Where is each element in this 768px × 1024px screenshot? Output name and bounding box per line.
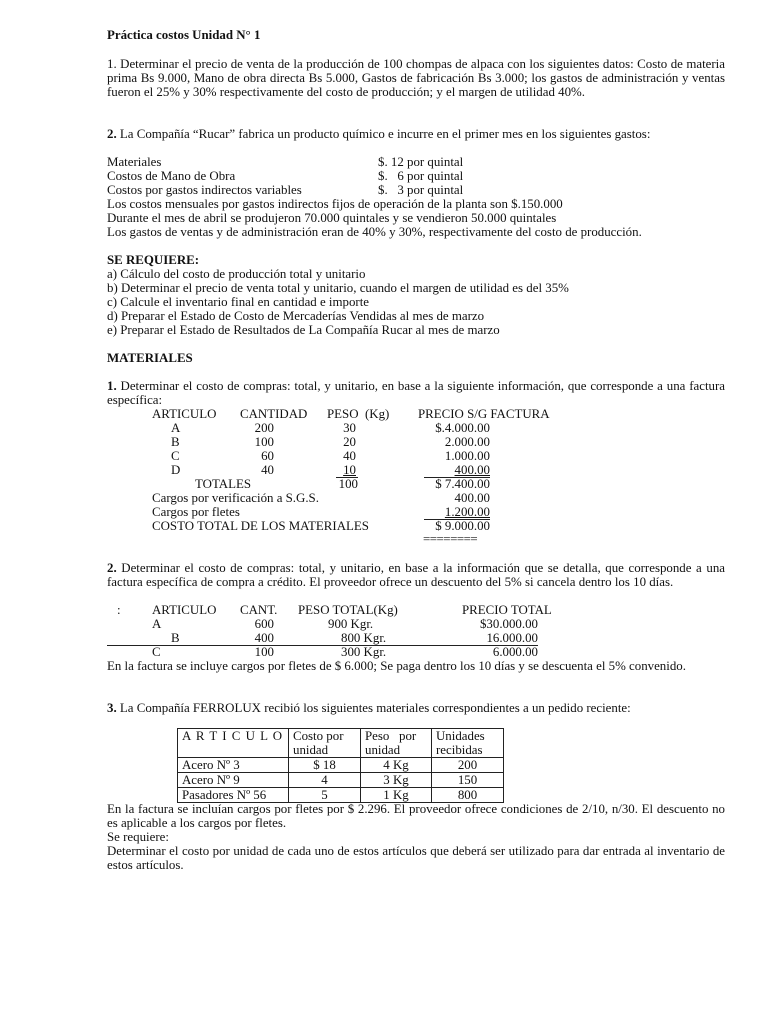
document-title: Práctica costos Unidad N° 1	[107, 28, 261, 42]
t3-cell-weight: 1 Kg	[361, 788, 432, 803]
t3-header-cost-line2: unidad	[293, 743, 329, 757]
m1-row-weight: 40	[343, 449, 356, 463]
table-row	[178, 758, 504, 773]
m1-row-price: 2.000.00	[444, 435, 490, 449]
m2-row-article: A	[152, 617, 162, 631]
m1-row-qty: 100	[254, 435, 274, 449]
m1-row-weight: 20	[343, 435, 356, 449]
m1-row-price: $.4.000.00	[435, 421, 490, 435]
t3-header-article	[178, 729, 289, 758]
t3-cell-cost: 5	[289, 788, 361, 803]
cost-value-indirect: $. 3 por quintal	[378, 183, 464, 197]
requirement-b: b) Determinar el precio de venta total y unitario, cuando el margen de utilidad es del 35%	[107, 281, 569, 295]
m2-row-weight: 300 Kgr.	[341, 645, 387, 659]
requirement-e: e) Preparar el Estado de Resultados de La Compañía Rucar al mes de marzo	[107, 323, 500, 337]
t3-header-units-line1: Unidades	[436, 729, 485, 743]
problem-2-april-production: Durante el mes de abril se produjeron 70.000 quintales y se vendieron 50.000 quintales	[107, 211, 557, 225]
m1-total-materials-value: $ 9.000.00	[435, 519, 490, 533]
cost-value-labor: $. 6 por quintal	[378, 169, 464, 183]
m1-row-article: B	[171, 435, 180, 449]
cost-label-materials: Materiales	[107, 155, 162, 169]
m1-totals-weight: 100	[338, 477, 358, 491]
t3-header-cost	[289, 729, 361, 758]
m2-header-weight: PESO TOTAL(Kg)	[298, 603, 398, 617]
t3-cell-cost: $ 18	[289, 758, 361, 773]
materials-3-requires-label: Se requiere:	[107, 830, 169, 844]
m1-row-weight: 30	[343, 421, 356, 435]
m2-row-qty: 400	[254, 631, 274, 645]
problem-2-intro-text: La Compañía “Rucar” fabrica un producto químico e incurre en el primer mes en los siguientes gastos:	[119, 127, 651, 141]
table-header-row	[178, 729, 504, 758]
m2-colon: :	[117, 603, 121, 617]
t3-header-weight-line1: Peso por	[365, 729, 417, 743]
m2-row-weight: 900 Kgr.	[328, 617, 374, 631]
m1-header-quantity: CANTIDAD	[240, 407, 308, 421]
ferrolux-table	[177, 728, 504, 803]
m1-row-price: 400.00	[454, 463, 490, 477]
materials-1-number: 1.	[107, 379, 117, 393]
requirement-a: a) Cálculo del costo de producción total y unitario	[107, 267, 366, 281]
t3-cell-weight: 3 Kg	[361, 773, 432, 788]
t3-cell-units: 200	[432, 758, 504, 773]
cost-label-indirect: Costos por gastos indirectos variables	[107, 183, 302, 197]
t3-cell-article: Pasadores Nº 56	[178, 788, 289, 803]
table-row	[178, 788, 504, 803]
t3-cell-weight: 4 Kg	[361, 758, 432, 773]
materials-1-statement: Determinar el costo de compras: total, y unitario, en base a la siguiente información, que corresponde a una factura específica:	[107, 379, 725, 407]
materials-3-statement: La Compañía FERROLUX recibió los siguientes materiales correspondientes a un pedido reciente:	[119, 701, 631, 715]
t3-header-weight	[361, 729, 432, 758]
m1-double-rule: ========	[423, 532, 478, 546]
m1-totals-price: $ 7.400.00	[435, 477, 490, 491]
m1-total-materials-label: COSTO TOTAL DE LOS MATERIALES	[152, 519, 369, 533]
materials-3-note: En la factura se incluían cargos por fletes por $ 2.296. El proveedor ofrece condiciones de 2/10, n/30. El descuento no es aplicable a los cargos por fletes.	[107, 802, 725, 830]
m2-header-article: ARTICULO	[152, 603, 217, 617]
table-row	[178, 773, 504, 788]
m1-charge-sgs-value: 400.00	[454, 491, 490, 505]
requirement-c: c) Calcule el inventario final en cantidad e importe	[107, 295, 369, 309]
materials-3-text	[107, 701, 725, 715]
materials-2-number: 2.	[107, 561, 117, 575]
cost-label-labor: Costos de Mano de Obra	[107, 169, 236, 183]
materials-1-text	[107, 379, 725, 407]
m2-row-article: B	[171, 631, 180, 645]
m1-row-weight: 10	[343, 463, 356, 477]
m1-row-qty: 60	[261, 449, 274, 463]
m1-row-qty: 200	[254, 421, 274, 435]
cost-value-materials: $. 12 por quintal	[378, 155, 464, 169]
materials-3-requirement: Determinar el costo por unidad de cada uno de estos artículos que deberá ser utilizado para dar entrada al inventario de estos artículos.	[107, 844, 725, 872]
m1-charge-sgs-label: Cargos por verificación a S.G.S.	[152, 491, 319, 505]
m2-header-qty: CANT.	[240, 603, 278, 617]
requirement-d: d) Preparar el Estado de Costo de Mercaderías Vendidas al mes de marzo	[107, 309, 485, 323]
t3-header-weight-line2: unidad	[365, 743, 401, 757]
m1-header-article: ARTICULO	[152, 407, 217, 421]
m2-row-weight: 800 Kgr.	[341, 631, 387, 645]
m2-row-price: 6.000.00	[492, 645, 538, 659]
m1-row-article: D	[171, 463, 181, 477]
m1-header-weight: PESO (Kg)	[327, 407, 390, 421]
t3-cell-article: Acero Nº 3	[178, 758, 289, 773]
m1-charge-freight-label: Cargos por fletes	[152, 505, 240, 519]
materials-2-text	[107, 561, 725, 589]
m1-header-price: PRECIO S/G FACTURA	[418, 407, 550, 421]
m2-header-price: PRECIO TOTAL	[462, 603, 552, 617]
materials-3-number: 3.	[107, 701, 117, 715]
t3-cell-cost: 4	[289, 773, 361, 788]
problem-1-text: 1. Determinar el precio de venta de la producción de 100 chompas de alpaca con los siguientes datos: Costo de materia prima Bs 9.000, Mano de obra directa Bs 5.000, Gastos de fabricación Bs 3.000; los gastos de administración y ventas fueron el 25% y 30% respectivamente del costo de producción; y el margen de utilidad 40%.	[107, 57, 725, 99]
m2-row-qty: 600	[254, 617, 274, 631]
m2-row-article: C	[152, 645, 161, 659]
problem-2-expenses: Los gastos de ventas y de administración eran de 40% y 30%, respectivamente del costo de producción.	[107, 225, 642, 239]
materials-heading: MATERIALES	[107, 351, 193, 365]
materials-2-statement: Determinar el costo de compras: total, y unitario, en base a la información que se detalla, que corresponde a una factura específica de compra a crédito. El proveedor ofrece un descuento del 5% si cancela dentro los 10 días.	[107, 561, 725, 589]
problem-2-intro	[107, 127, 725, 141]
t3-header-units-line2: recibidas	[436, 743, 483, 757]
m1-charge-freight-value: 1.200.00	[444, 505, 490, 519]
m1-row-article: C	[171, 449, 180, 463]
problem-2-requires-heading: SE REQUIERE:	[107, 253, 200, 267]
problem-2-fixed-costs: Los costos mensuales por gastos indirectos fijos de operación de la planta son $.150.000	[107, 197, 563, 211]
m1-row-price: 1.000.00	[444, 449, 490, 463]
problem-2-number: 2.	[107, 127, 117, 141]
m2-row-price: $30.000.00	[479, 617, 538, 631]
t3-cell-units: 150	[432, 773, 504, 788]
m2-row-qty: 100	[254, 645, 274, 659]
t3-header-article-text: A R T I C U L O	[182, 729, 284, 743]
m1-row-qty: 40	[261, 463, 274, 477]
t3-header-cost-line1: Costo por	[293, 729, 344, 743]
t3-cell-article: Acero Nº 9	[178, 773, 289, 788]
m2-row-price: 16.000.00	[486, 631, 538, 645]
t3-header-units	[432, 729, 504, 758]
m1-totals-label: TOTALES	[195, 477, 252, 491]
t3-cell-units: 800	[432, 788, 504, 803]
materials-2-note: En la factura se incluye cargos por fletes de $ 6.000; Se paga dentro los 10 días y se descuenta el 5% convenido.	[107, 659, 686, 673]
m1-row-article: A	[171, 421, 181, 435]
